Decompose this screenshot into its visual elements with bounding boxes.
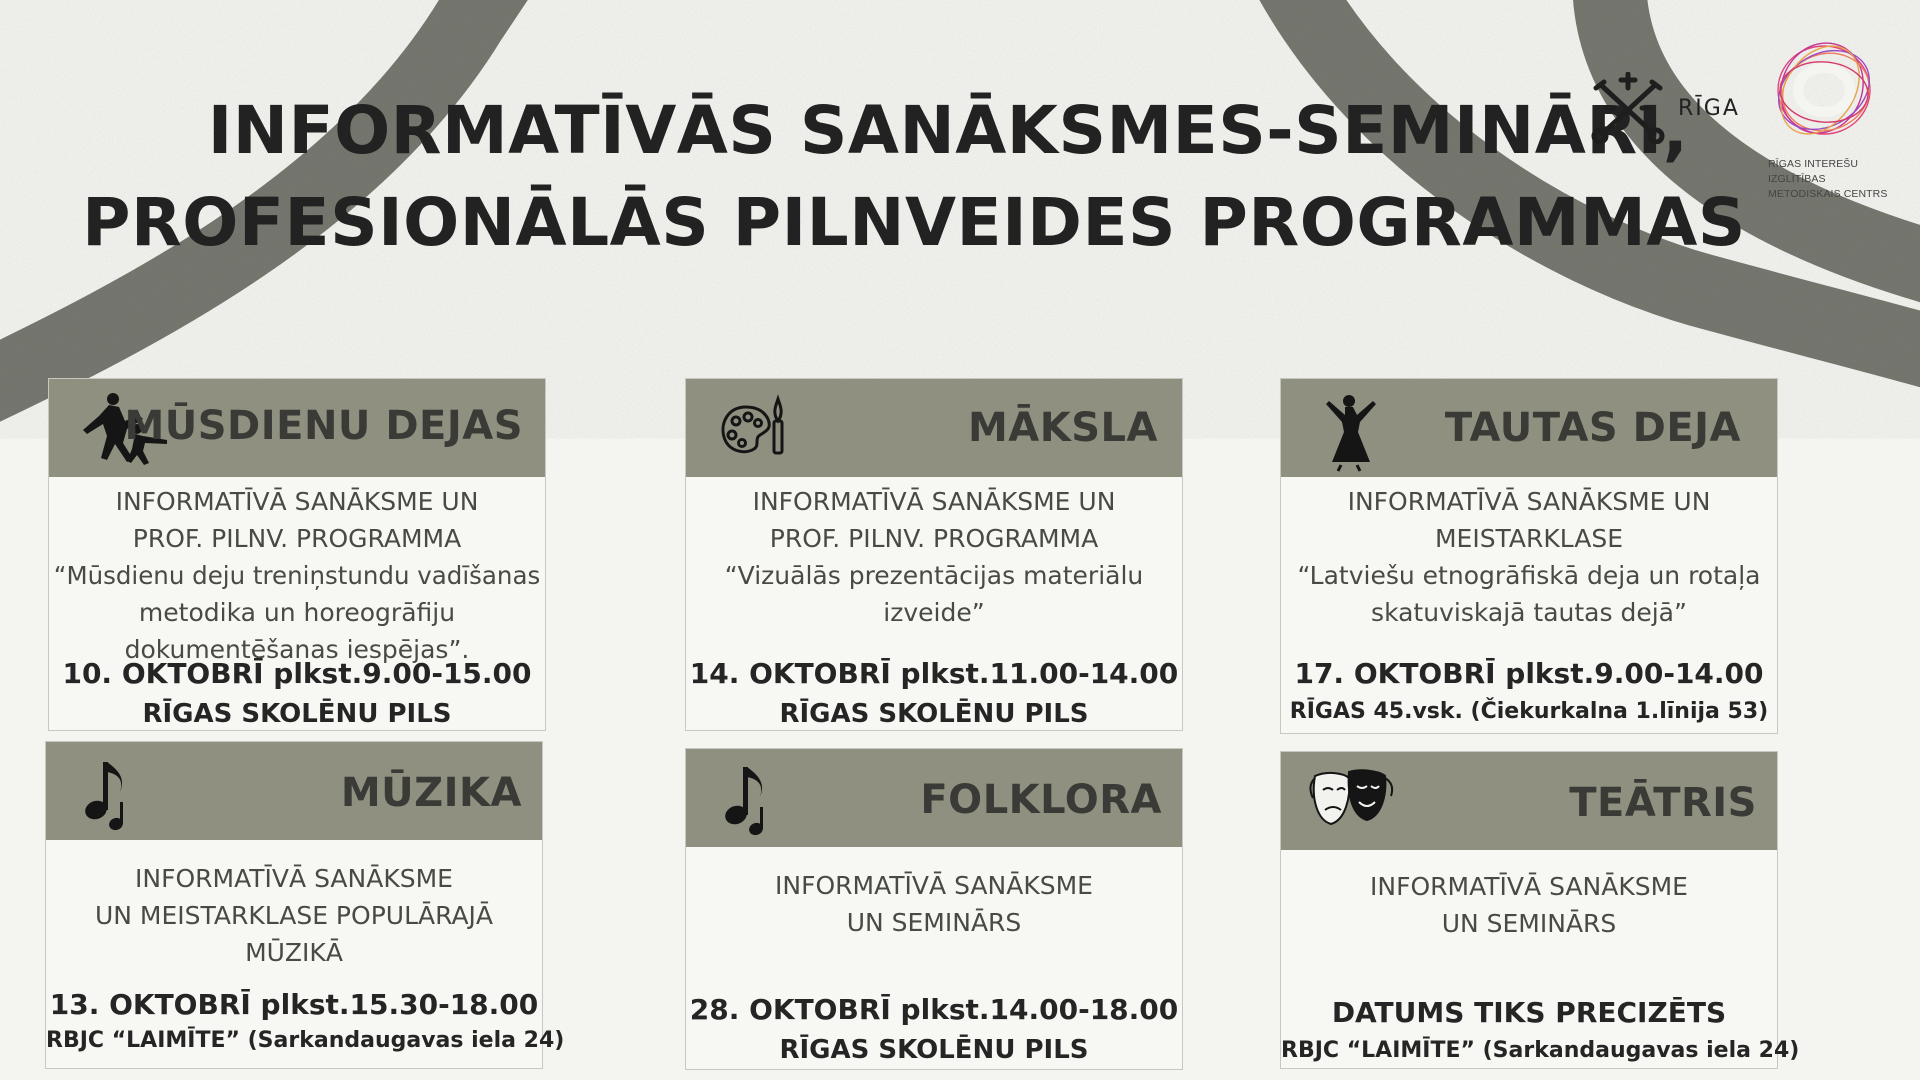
card-location: RBJC “LAIMĪTE” (Sarkandaugavas iela 24) [1281, 1038, 1800, 1063]
rimc-logo-icon [1760, 30, 1888, 150]
card-teatris [1280, 751, 1800, 1069]
riga-logo-text: RĪGA [1678, 96, 1740, 121]
music-note-icon [714, 755, 810, 839]
card-date: DATUMS TIKS PRECIZĒTS [1331, 996, 1727, 1029]
card-date: 10. OKTOBRĪ plkst.9.00-15.00 [62, 657, 532, 690]
card-folklora [685, 748, 1183, 1070]
card-date: 17. OKTOBRĪ plkst.9.00-14.00 [1294, 657, 1764, 690]
card-description: INFORMATĪVĀ SANĀKSME UN MEISTARKLASE “Latviešu etnogrāfiskā deja un rotaļa skatuviskajā tautas dejā” [1297, 487, 1761, 627]
card-title: MŪZIKA [340, 770, 522, 816]
card-location: RĪGAS SKOLĒNU PILS [142, 699, 452, 729]
card-musdienu-dejas [48, 378, 546, 731]
card-location: RĪGAS SKOLĒNU PILS [779, 1035, 1089, 1065]
card-title: TEĀTRIS [1569, 780, 1757, 826]
palette-brush-icon [716, 389, 812, 469]
card-description: INFORMATĪVĀ SANĀKSME UN PROF. PILNV. PROGRAMMA “Mūsdienu deju treniņstundu vadīšanas metodika un horeogrāfiju dokumentēšanas iespējas”. [53, 487, 541, 664]
rimc-logo-text: RĪGAS INTEREŠU IZGLĪTĪBAS METODISKAIS CENTRS [1768, 158, 1888, 200]
card-date: 28. OKTOBRĪ plkst.14.00-18.00 [689, 993, 1179, 1026]
card-header [49, 379, 545, 477]
card-tautas-deja [1280, 378, 1778, 734]
card-title: MŪSDIENU DEJAS [124, 403, 523, 449]
card-header [1281, 752, 1777, 850]
card-description: INFORMATĪVĀ SANĀKSME UN SEMINĀRS [775, 871, 1093, 937]
folk-dancer-icon [1301, 385, 1397, 473]
card-title: TAUTAS DEJA [1444, 405, 1741, 451]
theater-masks-icon [1305, 764, 1401, 844]
card-header [46, 742, 542, 840]
card-header [686, 379, 1182, 477]
card-location: RĪGAS SKOLĒNU PILS [779, 699, 1089, 729]
card-maksla [685, 378, 1183, 731]
card-date: 13. OKTOBRĪ plkst.15.30-18.00 [49, 988, 539, 1021]
page-title-line1: INFORMATĪVĀS SANĀKSMES-SEMINĀRI, [207, 92, 1689, 169]
card-date: 14. OKTOBRĪ plkst.11.00-14.00 [689, 657, 1179, 690]
card-description: INFORMATĪVĀ SANĀKSME UN SEMINĀRS [1370, 872, 1688, 938]
music-note-icon [74, 750, 170, 834]
card-location: RĪGAS 45.vsk. (Čiekurkalna 1.līnija 53) [1289, 699, 1769, 724]
riga-keys-icon [1590, 72, 1666, 144]
card-description: INFORMATĪVĀ SANĀKSME UN PROF. PILNV. PROGRAMMA “Vizuālās prezentācijas materiālu izveide” [724, 487, 1144, 627]
card-header [1281, 379, 1777, 477]
card-header [686, 749, 1182, 847]
card-title: MĀKSLA [967, 405, 1158, 451]
card-title: FOLKLORA [920, 777, 1162, 823]
card-location: RBJC “LAIMĪTE” (Sarkandaugavas iela 24) [46, 1028, 565, 1053]
card-description: INFORMATĪVĀ SANĀKSME UN MEISTARKLASE POPULĀRAJĀ MŪZIKĀ [94, 864, 494, 967]
card-muzika [45, 741, 565, 1069]
page-title-line2: PROFESIONĀLĀS PILNVEIDES PROGRAMMAS [82, 184, 1746, 261]
